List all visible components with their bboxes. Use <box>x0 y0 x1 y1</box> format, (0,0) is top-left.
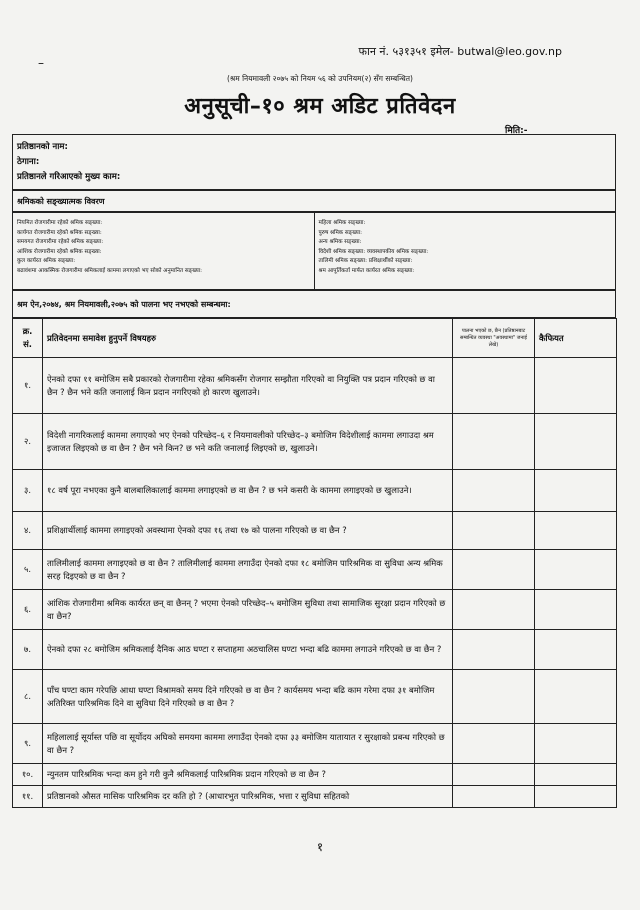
remarks-cell[interactable] <box>535 786 617 808</box>
status-cell[interactable] <box>453 470 535 512</box>
status-cell[interactable] <box>453 786 535 808</box>
table-header-row <box>13 319 617 358</box>
remarks-cell[interactable] <box>535 724 617 764</box>
compliance-heading: श्रम ऐन,२०७४, श्रम नियमावली,२०७५ को पालना भए नभएको सम्बन्धमा: <box>12 290 616 318</box>
status-cell[interactable] <box>453 764 535 786</box>
compliance-table <box>12 318 617 808</box>
office-contact: फान नं. ५३१३५१ इमेल- butwal@leo.gov.np <box>358 45 562 58</box>
worker-count-label: समयगत रोजगारीमा रहेको श्रमिक सङ्ख्या: <box>17 239 104 245</box>
worker-count-label: अन्य श्रमिक सङ्ख्या: <box>318 239 362 245</box>
status-cell[interactable] <box>453 512 535 550</box>
row-sn: ६. <box>13 590 43 630</box>
worker-count-label: बढावंशमा आकस्मिक रोजगारीमा श्रमिकलाई काममा लगाएको भए सोको अनुमानित सङ्ख्या: <box>17 267 203 274</box>
row-sn: ९. <box>13 724 43 764</box>
row-sn: १. <box>13 358 43 414</box>
table-row <box>13 724 617 764</box>
status-cell[interactable] <box>453 724 535 764</box>
table-row <box>13 358 617 414</box>
worker-count-label: महिला श्रमिक सङ्ख्या: <box>318 220 366 226</box>
remarks-cell[interactable] <box>535 512 617 550</box>
remarks-cell[interactable] <box>535 550 617 590</box>
remarks-cell[interactable] <box>535 414 617 470</box>
row-text: महिलालाई सूर्यास्त पछि वा सूर्योदय अघिको समयमा काममा लगाउँदा ऐनको दफा ३३ बमोजिम यातायात र सुरक्षाको प्रबन्ध गरिएको छ वा छैन ? <box>43 724 453 764</box>
worker-count-label: कुल कार्यरत श्रमिक सङ्ख्या: <box>17 258 76 264</box>
margin-mark: – <box>38 56 44 70</box>
row-text: ऐनको दफा ११ बमोजिम सबै प्रकारको रोजगारीमा रहेका श्रमिकसँग रोजगार सम्झौता गरिएको वा नियुक्ति पत्र प्रदान गरिएको छ वा छैन ? छैन भने कति जनालाई किन प्रदान नगरिएको हो कारण खुलाउने। <box>43 358 453 414</box>
date-label: मिति:- <box>505 126 528 136</box>
worker-count-label: श्रम आपूर्तिकर्ता मार्फत कार्यरत श्रमिक सङ्ख्या: <box>318 267 415 274</box>
organization-info-box <box>12 134 616 190</box>
status-cell[interactable] <box>453 358 535 414</box>
table-row <box>13 470 617 512</box>
row-sn: ५. <box>13 550 43 590</box>
row-text: प्रशिक्षार्थीलाई काममा लगाइएको अवस्थामा ऐनको दफा १६ तथा १७ को पालना गरिएको छ वा छैन ? <box>43 512 453 550</box>
row-sn: ४. <box>13 512 43 550</box>
row-sn: ७. <box>13 630 43 670</box>
table-row <box>13 590 617 630</box>
row-text: प्रतिष्ठानको औसत मासिक पारिश्रमिक दर कति हो ? (आधारभुत पारिश्रमिक, भत्ता र सुविधा सहितको <box>43 786 453 808</box>
document-title: अनुसूची–१० श्रम अडिट प्रतिवेदन <box>184 94 456 119</box>
remarks-cell[interactable] <box>535 764 617 786</box>
row-text: आंशिक रोजगारीमा श्रमिक कार्यरत छन् वा छैनन् ? भएमा ऐनको परिच्छेद–५ बमोजिम सुविधा तथा सामाजिक सुरक्षा प्रदान गरिएको छ वा छैन? <box>43 590 453 630</box>
org-main-work-label: प्रतिष्ठानले गरिआएको मुख्य काम: <box>17 172 121 182</box>
row-sn: २. <box>13 414 43 470</box>
table-row <box>13 786 617 808</box>
workers-right-column <box>314 213 616 289</box>
rule-reference: (श्रम नियमावली २०७५ को नियम ५६ को उपनियम(२) सँग सम्बन्धित) <box>227 74 413 83</box>
row-sn: १०. <box>13 764 43 786</box>
workers-section-heading: श्रमिकको सङ्ख्यात्मक विवरण <box>12 190 616 212</box>
table-row <box>13 550 617 590</box>
row-text: विदेशी नागरिकलाई काममा लगाएको भए ऐनको परिच्छेद–६ र नियमावलीको परिच्छेद–३ बमोजिम विदेशीलाई काममा लगाउदा श्रम इजाजत लिइएको छ वा छैन ? छैन भने किन? छ भने कति जनालाई लिइएको छ, खुलाउने। <box>43 414 453 470</box>
worker-count-label: आंशिक रोजगारीमा रहेको श्रमिक सङ्ख्या: <box>17 248 102 255</box>
workers-left-column <box>13 213 314 289</box>
row-sn: ८. <box>13 670 43 724</box>
header-status: पालना भएको छ, छैन (प्रतिष्ठानबाट सम्बन्धित व्यवस्था "अवस्थामा" जनाई लेखे) <box>453 319 535 358</box>
table-row <box>13 512 617 550</box>
page-number: १ <box>316 840 324 854</box>
workers-details-box <box>12 212 616 290</box>
table-row <box>13 670 617 724</box>
worker-count-label: कार्यगत रोजगारीमा रहेको श्रमिक सङ्ख्या: <box>17 229 102 236</box>
status-cell[interactable] <box>453 630 535 670</box>
row-text: ऐनको दफा २८ बमोजिम श्रमिकलाई दैनिक आठ घण्टा र सप्ताहमा अठचालिस घण्टा भन्दा बढि काममा लगाउने गरिएको छ वा छैन ? <box>43 630 453 670</box>
status-cell[interactable] <box>453 590 535 630</box>
status-cell[interactable] <box>453 550 535 590</box>
row-text: तालिमीलाई काममा लगाइएको छ वा छैन ? तालिमीलाई काममा लगाउँदा ऐनको दफा १८ बमोजिम पारिश्रमिक वा सुविधा अन्य श्रमिक सरह दिइएको छ वा छैन ? <box>43 550 453 590</box>
row-text: न्युनतम पारिश्रमिक भन्दा कम हुने गरी कुनै श्रमिकलाई पारिश्रमिक प्रदान गरिएको छ वा छैन ? <box>43 764 453 786</box>
row-text: १८ वर्ष पूरा नभएका कुनै बालबालिकालाई काममा लगाइएको छ वा छैन ? छ भने कसरी के काममा लगाइएको छ खुलाउने। <box>43 470 453 512</box>
remarks-cell[interactable] <box>535 590 617 630</box>
row-sn: ११. <box>13 786 43 808</box>
org-name-label: प्रतिष्ठानको नाम: <box>17 142 68 152</box>
header-subject: प्रतिवेदनमा समावेश हुनुपर्ने विषयहरु <box>43 319 453 358</box>
row-sn: ३. <box>13 470 43 512</box>
org-address-label: ठेगाना: <box>17 157 40 167</box>
worker-count-label: नियमित रोजगारीमा रहेको श्रमिक सङ्ख्या: <box>17 220 103 226</box>
row-text: पाँच घण्टा काम गरेपछि आधा घण्टा विश्रामको समय दिने गरिएको छ वा छैन ? कार्यसमय भन्दा बढि काम गरेमा दफा ३१ बमोजिम अतिरिक्त पारिश्रमिक दिने वा सुविधा दिने गरिएको छ वा छैन ? <box>43 670 453 724</box>
remarks-cell[interactable] <box>535 670 617 724</box>
table-row <box>13 630 617 670</box>
remarks-cell[interactable] <box>535 630 617 670</box>
status-cell[interactable] <box>453 670 535 724</box>
worker-count-label: पुरुष श्रमिक सङ्ख्या: <box>318 229 363 236</box>
worker-count-label: तालिमी श्रमिक सङ्ख्या: प्रशिक्षार्थीको सङ्ख्या: <box>318 258 413 264</box>
header-remarks: कैफियत <box>535 319 617 358</box>
remarks-cell[interactable] <box>535 358 617 414</box>
worker-count-label: विदेशी श्रमिक सङ्ख्या: व्यवस्थापकीय श्रमिक सङ्ख्या: <box>318 248 429 255</box>
status-cell[interactable] <box>453 414 535 470</box>
remarks-cell[interactable] <box>535 470 617 512</box>
table-row <box>13 764 617 786</box>
table-row <box>13 414 617 470</box>
header-sn: क्र. सं. <box>13 319 43 358</box>
